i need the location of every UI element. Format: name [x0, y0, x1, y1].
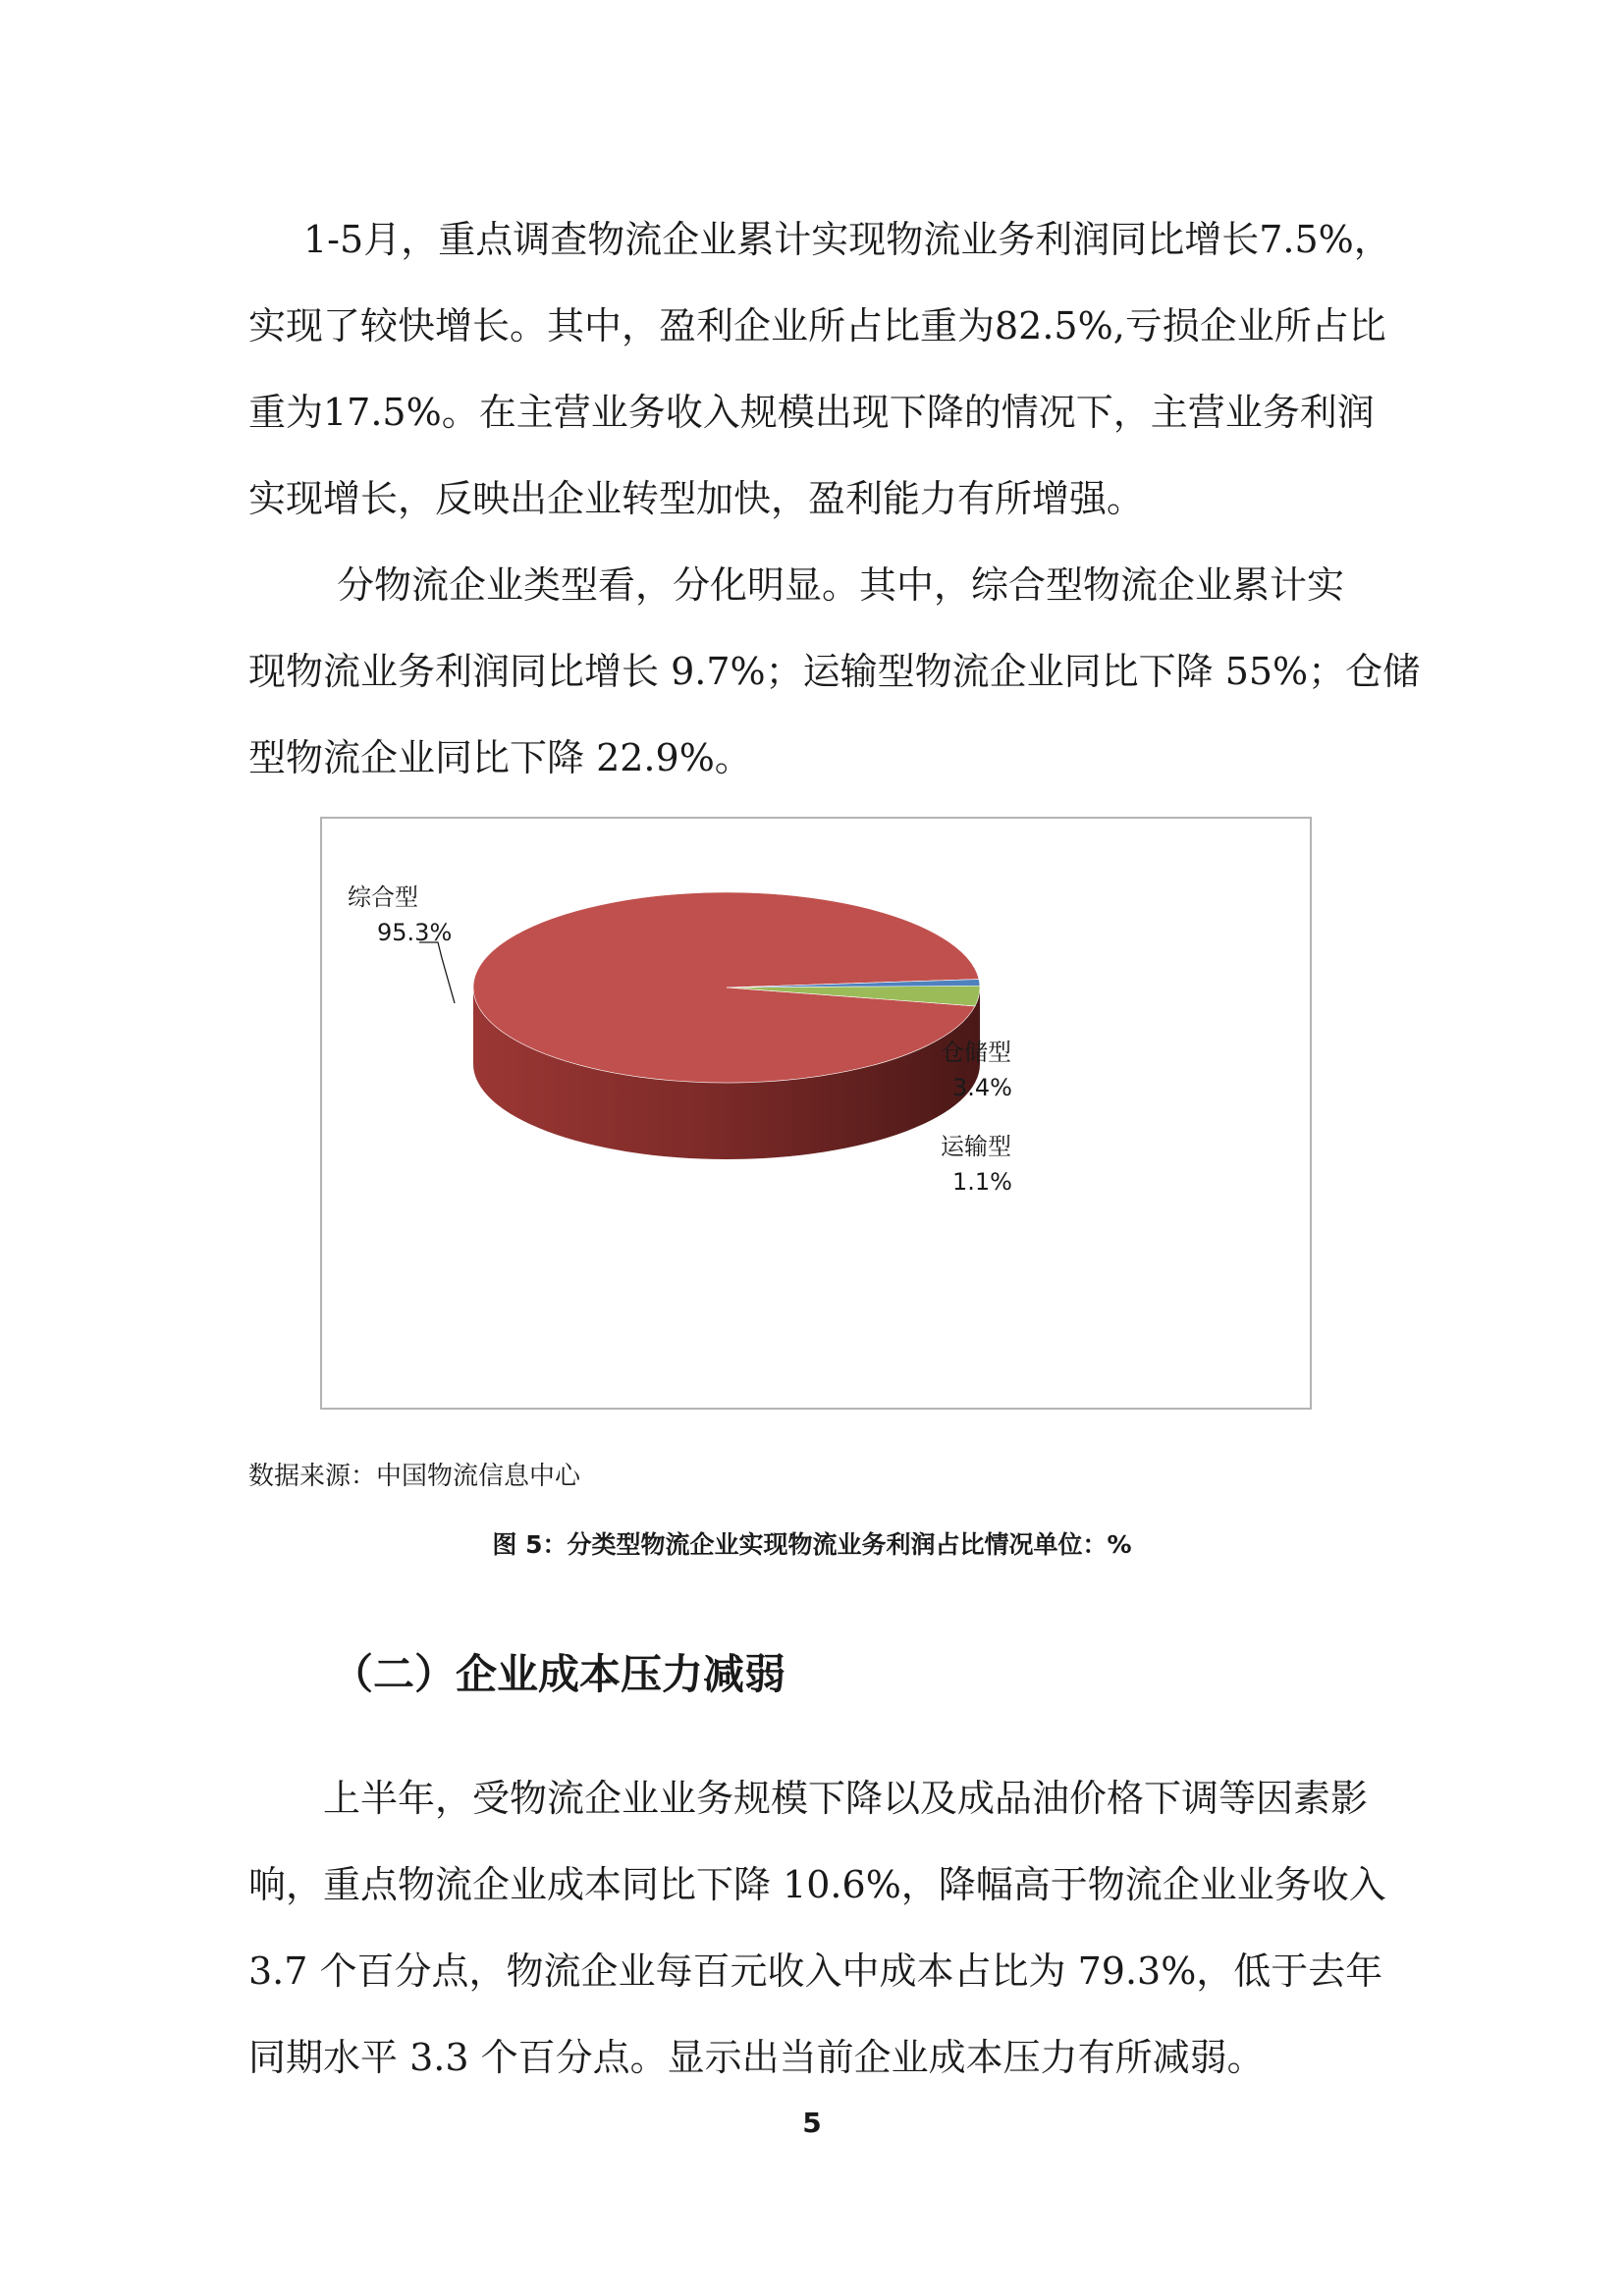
slice-label-value: 3.4%: [952, 1074, 1012, 1101]
paragraph-line: 实现增长，反映出企业转型加快，盈利能力有所增强。: [248, 477, 1145, 520]
section-heading: （二）企业成本压力减弱: [332, 1650, 786, 1698]
paragraph-line: 上半年，受物流企业业务规模下降以及成品油价格下调等因素影: [323, 1777, 1369, 1820]
paragraph-by-type: [248, 542, 1421, 801]
slice-label-value: 1.1%: [952, 1168, 1012, 1196]
paragraph-line: 型物流企业同比下降 22.9%。: [248, 736, 752, 779]
paragraph-line: 现物流业务利润同比增长 9.7%；运输型物流企业同比下降 55%；仓储: [248, 650, 1421, 693]
pie-chart: [322, 819, 1310, 1408]
data-source: 数据来源：中国物流信息中心: [248, 1462, 581, 1491]
page-number: 5: [802, 2107, 822, 2139]
paragraph-line: 响，重点物流企业成本同比下降 10.6%，降幅高于物流企业业务收入: [248, 1863, 1386, 1906]
slice-label-value: 95.3%: [377, 919, 453, 946]
paragraph-profit-growth: [248, 196, 1391, 542]
paragraph-line: 3.7 个百分点，物流企业每百元收入中成本占比为 79.3%，低于去年: [248, 1949, 1383, 1993]
paragraph-cost-pressure: [248, 1755, 1387, 2101]
slice-label-category: 运输型: [941, 1133, 1011, 1160]
paragraph-line: 同期水平 3.3 个百分点。显示出当前企业成本压力有所减弱。: [248, 2036, 1265, 2079]
slice-label-category: 仓储型: [941, 1039, 1011, 1066]
slice-label-category: 综合型: [348, 883, 418, 911]
paragraph-line: 重为17.5%。在主营业务收入规模出现下降的情况下，主营业务利润: [248, 391, 1375, 434]
paragraph-line: 实现了较快增长。其中，盈利企业所占比重为82.5%,亏损企业所占比: [248, 304, 1386, 347]
leader-line: [419, 942, 455, 1003]
paragraph-line: 1-5月，重点调查物流企业累计实现物流业务利润同比增长7.5%，: [303, 218, 1391, 261]
figure-caption: 图 5：分类型物流企业实现物流业务利润占比情况单位：%: [492, 1530, 1132, 1559]
pie-chart-frame: [320, 817, 1312, 1410]
paragraph-line: 分物流企业类型看，分化明显。其中，综合型物流企业累计实: [337, 563, 1345, 607]
